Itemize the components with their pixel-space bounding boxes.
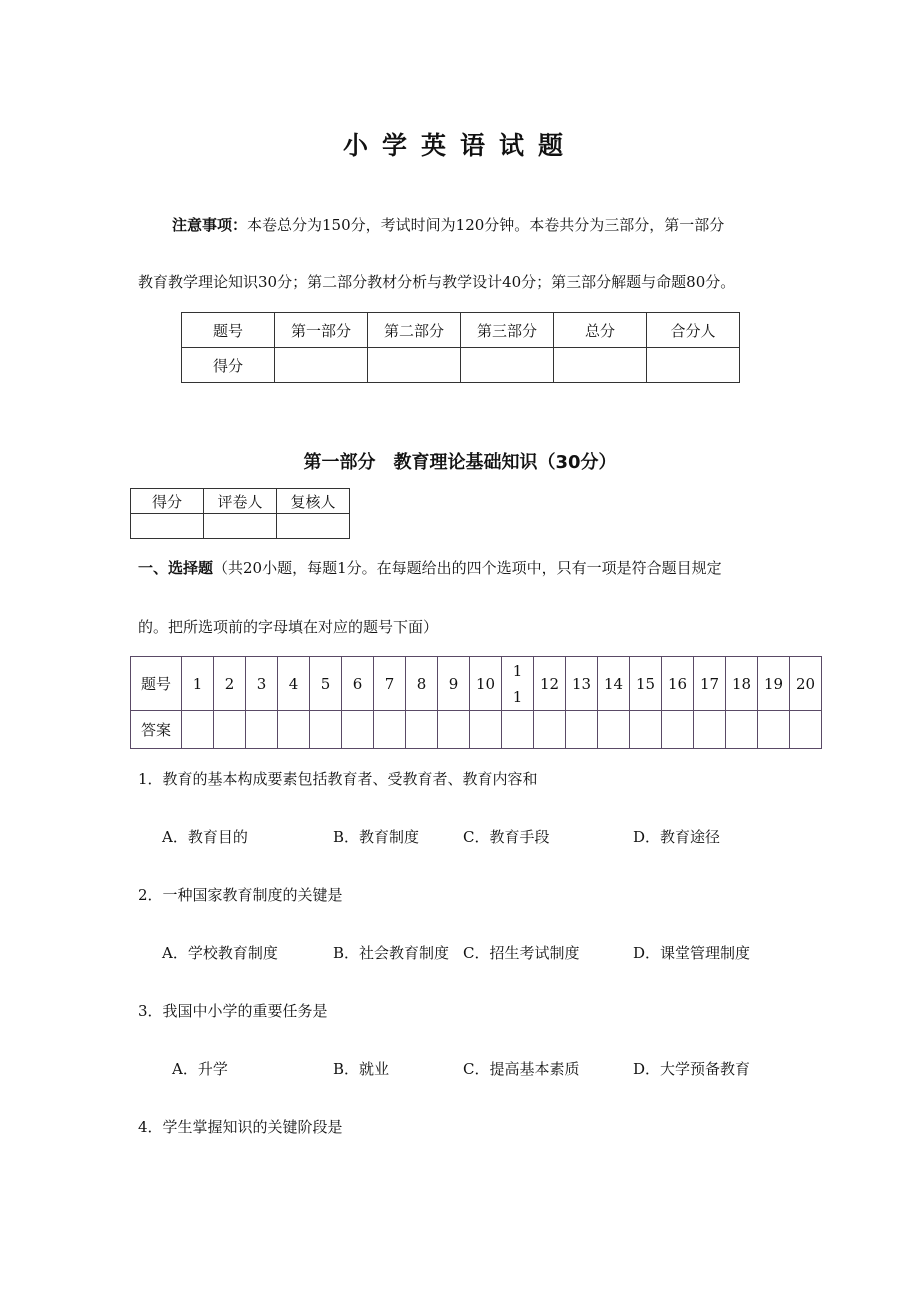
- option: A．学校教育制度: [162, 944, 278, 962]
- option: C．教育手段: [463, 828, 550, 846]
- notice-label: 注意事项：: [172, 216, 248, 234]
- answer-cell[interactable]: [246, 711, 278, 749]
- answer-cell[interactable]: [278, 711, 310, 749]
- question-text: 1．教育的基本构成要素包括教育者、受教育者、教育内容和: [138, 770, 538, 788]
- choice-label: 一、选择题: [138, 559, 214, 577]
- question-number: 9: [438, 657, 470, 711]
- question-text: 3．我国中小学的重要任务是: [138, 1002, 328, 1020]
- choice-heading: [138, 557, 722, 578]
- score-cell: [647, 348, 740, 383]
- question-number: 15: [630, 657, 662, 711]
- question-number: 3: [246, 657, 278, 711]
- notice-text: 本卷总分为150分，考试时间为120分钟。本卷共分为三部分，第一部分: [247, 216, 725, 234]
- score-header: 第三部分: [461, 313, 554, 348]
- question-number: 1 1: [502, 657, 534, 711]
- question-number: 7: [374, 657, 406, 711]
- score-header: 合分人: [647, 313, 740, 348]
- score-row-label: 得分: [182, 348, 275, 383]
- answer-cell[interactable]: [662, 711, 694, 749]
- question-number: 13: [566, 657, 598, 711]
- grader-header: 评卷人: [204, 489, 277, 514]
- question-number: 6: [342, 657, 374, 711]
- answer-cell[interactable]: [630, 711, 662, 749]
- score-cell: [368, 348, 461, 383]
- answer-cell[interactable]: [374, 711, 406, 749]
- answer-cell[interactable]: [534, 711, 566, 749]
- score-header: 第一部分: [275, 313, 368, 348]
- score-table: [181, 312, 740, 383]
- option: A．升学: [172, 1060, 228, 1078]
- answer-header-label: 题号: [131, 657, 182, 711]
- question-number: 12: [534, 657, 566, 711]
- section-title: 第一部分 教育理论基础知识（30分）: [303, 452, 617, 473]
- option: D．大学预备教育: [633, 1060, 751, 1078]
- score-header: 题号: [182, 313, 275, 348]
- answer-cell[interactable]: [406, 711, 438, 749]
- answer-cell[interactable]: [726, 711, 758, 749]
- exam-title: 小学英语试题: [342, 131, 577, 160]
- score-cell: [461, 348, 554, 383]
- score-header: 第二部分: [368, 313, 461, 348]
- question-text: 2．一种国家教育制度的关键是: [138, 886, 343, 904]
- answer-cell[interactable]: [310, 711, 342, 749]
- answer-table: [130, 656, 822, 749]
- grader-cell: [131, 514, 204, 539]
- question-number: 1: [182, 657, 214, 711]
- answer-cell[interactable]: [182, 711, 214, 749]
- option: D．教育途径: [633, 828, 721, 846]
- answer-cell[interactable]: [790, 711, 822, 749]
- score-cell: [275, 348, 368, 383]
- grader-cell: [204, 514, 277, 539]
- answer-cell[interactable]: [566, 711, 598, 749]
- answer-row-label: 答案: [131, 711, 182, 749]
- option: D．课堂管理制度: [633, 944, 751, 962]
- answer-cell[interactable]: [502, 711, 534, 749]
- option: A．教育目的: [162, 828, 248, 846]
- question-number: 2: [214, 657, 246, 711]
- notice-line2: 教育教学理论知识30分；第二部分教材分析与教学设计40分；第三部分解题与命题80分。: [138, 273, 736, 291]
- grader-header: 复核人: [277, 489, 350, 514]
- grader-header: 得分: [131, 489, 204, 514]
- question-number: 16: [662, 657, 694, 711]
- option: C．招生考试制度: [463, 944, 580, 962]
- question-text: 4．学生掌握知识的关键阶段是: [138, 1118, 343, 1136]
- answer-cell[interactable]: [470, 711, 502, 749]
- grader-cell: [277, 514, 350, 539]
- answer-cell[interactable]: [694, 711, 726, 749]
- question-number: 4: [278, 657, 310, 711]
- grader-table: [130, 488, 350, 539]
- question-number: 19: [758, 657, 790, 711]
- option: B．社会教育制度: [333, 944, 450, 962]
- answer-cell[interactable]: [438, 711, 470, 749]
- answer-cell[interactable]: [342, 711, 374, 749]
- question-number: 8: [406, 657, 438, 711]
- question-number: 20: [790, 657, 822, 711]
- score-header: 总分: [554, 313, 647, 348]
- question-number: 18: [726, 657, 758, 711]
- answer-cell[interactable]: [214, 711, 246, 749]
- option: B．就业: [333, 1060, 390, 1078]
- answer-cell[interactable]: [758, 711, 790, 749]
- choice-instructions-2: 的。把所选项前的字母填在对应的题号下面）: [138, 618, 439, 636]
- option: C．提高基本素质: [463, 1060, 580, 1078]
- question-number: 17: [694, 657, 726, 711]
- question-number: 14: [598, 657, 630, 711]
- question-number: 5: [310, 657, 342, 711]
- notice-line1: [172, 214, 724, 235]
- option: B．教育制度: [333, 828, 420, 846]
- score-cell: [554, 348, 647, 383]
- answer-cell[interactable]: [598, 711, 630, 749]
- question-number: 10: [470, 657, 502, 711]
- choice-instructions: （共20小题，每题1分。在每题给出的四个选项中，只有一项是符合题目规定: [213, 559, 722, 577]
